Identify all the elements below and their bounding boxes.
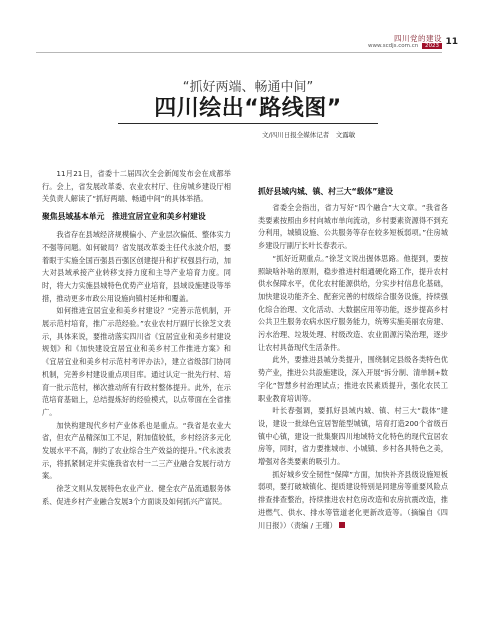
article-title: 四川绘出“路线图” (154, 96, 342, 121)
paragraph: 加快构建现代乡村产业体系也是重点。“我省是农业大省，但农产品精深加工不足，附加值较低，乡村经济多元化发展水平不高，制约了农业综合生产效益的提升。”代永波表示，将抓紧制定并实施我省农村一二三产业融合发展行动方案。 (42, 420, 231, 481)
paragraph: “抓好近期重点。”徐芝文说出握体思路。他提到，要按照缺啥补啥的原则，稳步推进村组通硬化路工作，提升农村供水保障水平，优化农村能源供给，分实步村信息化基础，加快建设功能齐全、配套完善的村级综合服务设施，持续强化综合治理、文化活动、大数据应用等功能，逐步提高乡村公共卫生服务农病水医疗服务能力，统筹实施美丽农房建、污水治理、垃圾处理、村级改造、农业面源污染治理，逐步让农村具备现代生活条件。 (258, 253, 448, 352)
paragraph: 省委全会指出，省力写好“四个融合”大文章。“我省各类要素按照由乡村向城市单向流动，乡村要素资源得不到充分利用，城镇设施、公共服务等存在较多短板弱项。”住房城乡建设厅副厅长叶长春表示。 (258, 203, 448, 251)
page-number: 11 (445, 37, 458, 47)
paragraph-text: 抓好城乡安全韧性“保障”方面，加快补齐县级设施短板弱项，要打破城镇化、提质建设特别是同建房等重要风险点排查排查整治，持续推进农村危房改造和农房抗震改造，推进燃气、供水、排水等管道老化更新改造等。 (258, 469, 448, 517)
section-heading: 聚焦县域基本单元 推进宜居宜业和美乡村建设 (42, 212, 206, 222)
section-heading: 抓好县域内城、镇、村三大“载体”建设 (258, 187, 393, 196)
right-column (258, 184, 448, 532)
end-mark-icon (339, 522, 345, 528)
article-byline: 文/四川日报全媒体记者 文露敏 (262, 131, 356, 139)
url-text: www.scdjs.com.cn (367, 43, 419, 49)
magazine-url (368, 43, 442, 49)
paragraph (258, 469, 448, 533)
paragraph: 我省存在县域经济规模偏小、产业层次偏低、整体实力不强等问题。如何破局？省发展改革委主任代永波介绍，要着眼于实施全国百强县百强区创建提升和扩权强县行动，加大对县域承接产业转移支持力度和主导产业培育力度。同时，将大力实施县城特色优势产业培育，县域设施建设等举措，推动更多市政公用设施向镇村延伸和覆盖。 (42, 230, 231, 303)
article-kicker: “抓好两端、畅通中间” (182, 80, 314, 95)
paragraph: 11月21日，省委十二届四次全会新闻发布会在成都举行。会上，省发展改革委、农业农村厅、住房城乡建设厅相关负责人解读了“抓好两端、畅通中间”的具体举措。 (42, 169, 231, 204)
paragraph: 叶长春强调，要抓好县域内城、镇、村三大“载体”建设，建设一批绿色宜居智能型城镇，培育打造200个省级百镇中心镇，建设一批集聚四川地域特文化特色的现代宜居农房等，同时，省力要推城市、小城镇、乡村各具特色之美，增强对各类要素的吸引力。 (258, 406, 448, 467)
title-underline (118, 123, 378, 124)
sign-off: （摘编自《四川日报》）（责编 / 王瑾） (258, 507, 448, 530)
magazine-name: 四川党的建设 (394, 34, 442, 43)
paragraph: 徐芝文则从发展特色农业产业、健全农产品流通服务体系、促进乡村产业融合发展3个方面谈及如何抓兴产富民。 (42, 484, 231, 506)
header-divider (36, 52, 442, 53)
paragraph: 如何推进宜居宜业和美乡村建设？“完善示范机制，开展示范村培育，推广示范经验。”农业农村厅副厅长徐芝文表示，具体来说，要推动落实四川省《宜居宜业和美乡村建设规划》和《加快建设宜居宜业和美乡村工作推进方案》和《宜居宜业和美乡村示范村考评办法》，建立省级部门协同机制，完善乡村建设重点项目库。通过认定一批先行村、培育一批示范村，梯次推动所有行政村整体提升。此外，在示范培育基础上，总结提炼好的经验模式，以点带面在全省推广。 (42, 306, 231, 417)
year-badge: 2023 (422, 43, 442, 49)
page-header (0, 0, 496, 56)
paragraph: 此外，要推进县城分类提升，围绕制定县级各类特色优势产业，推进公共設施建设，深入开展“拆分制、清单制+数字化”智慧乡村治理试点；推进农民素质提升，强化农民工职业教育培训等。 (258, 355, 448, 403)
left-column (42, 168, 231, 509)
